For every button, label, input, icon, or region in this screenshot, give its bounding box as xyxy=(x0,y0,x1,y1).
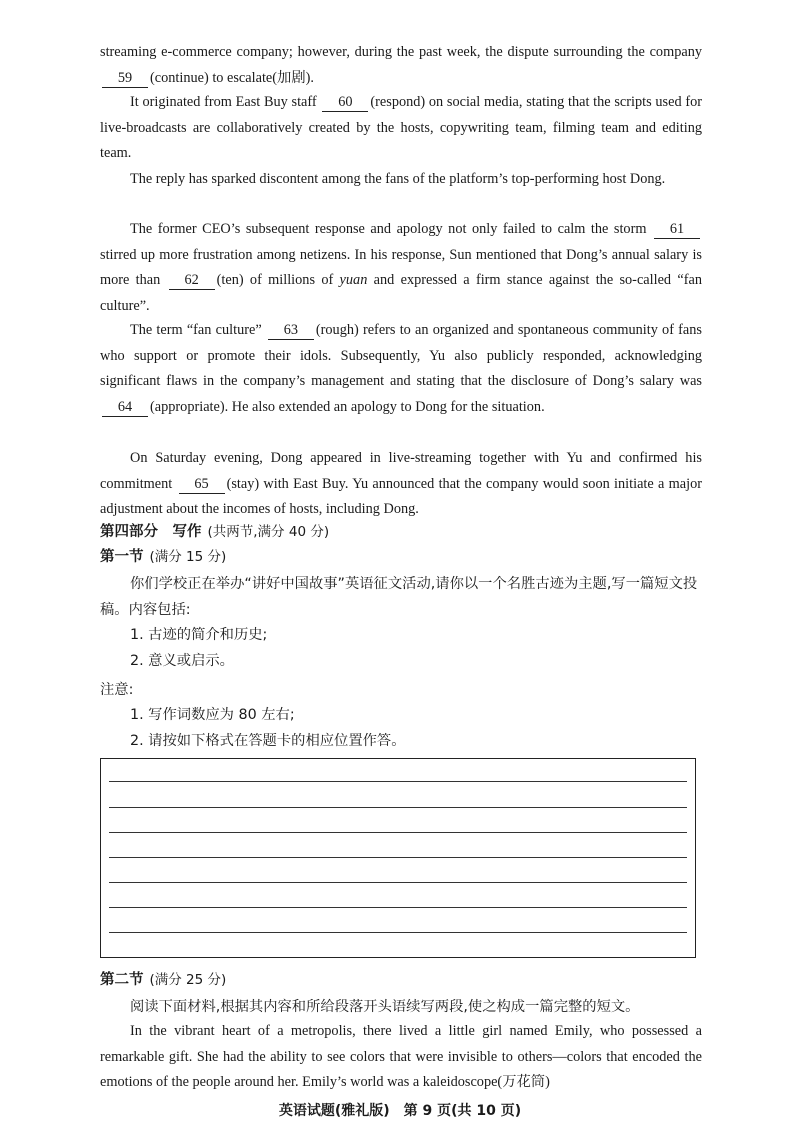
notice-item-1: 1. 写作词数应为 80 左右; xyxy=(130,707,295,723)
blank-59[interactable]: 59 xyxy=(102,69,148,88)
section2-heading: 第二节 (满分 25 分) xyxy=(100,972,227,988)
writing-line xyxy=(109,832,687,833)
blank-61[interactable]: 61 xyxy=(654,220,700,239)
passage-paragraph-1: streaming e-commerce company; however, during the past week, the dispute surrounding the company 59 (continue) to escalate(加剧). xyxy=(100,44,702,86)
section1-prompt: 你们学校正在举办“讲好中国故事”英语征文活动,请你以一个名胜古迹为主题,写一篇短文投稿。内容包括: xyxy=(100,576,698,618)
writing-line xyxy=(109,932,687,933)
writing-line xyxy=(109,907,687,908)
answer-writing-box[interactable] xyxy=(100,758,696,958)
section2-prompt: 阅读下面材料,根据其内容和所给段落开头语续写两段,使之构成一篇完整的短文。 xyxy=(130,999,640,1015)
writing-line xyxy=(109,882,687,883)
section1-item-2: 2. 意义或启示。 xyxy=(130,653,234,669)
passage-paragraph-5: The term “fan culture” 63 (rough) refers to an organized and spontaneous community of fans who support or promote their idols. Subsequently, Yu also publicly responded, acknowledging significant flaws in the company’s management and stating that the disclosure of Dong’s salary was 64 (appropriate). He also extended an apology to Dong for the situation. xyxy=(100,322,702,415)
notice-label: 注意: xyxy=(100,682,134,698)
passage-paragraph-4: The former CEO’s subsequent response and apology not only failed to calm the storm 61 stirred up more frustration among netizens. In his response, Sun mentioned that Dong’s annual salary is more than 62 (ten) of millions of yuan and expressed a firm stance against the so-called “fan culture”. xyxy=(100,221,702,314)
section1-item-1: 1. 古迹的简介和历史; xyxy=(130,627,268,643)
passage-paragraph-2: It originated from East Buy staff 60 (respond) on social media, stating that the scripts used for live-broadcasts are collaboratively created by the hosts, copywriting team, filming team and editing team. xyxy=(100,94,703,161)
section2-story-text: In the vibrant heart of a metropolis, there lived a little girl named Emily, who possessed a remarkable gift. She had the ability to see colors that were invisible to others—colors that encoded the emotions of the people around her. Emily’s world was a kaleidoscope(万花筒) xyxy=(100,1023,702,1090)
writing-line xyxy=(109,807,687,808)
blank-65[interactable]: 65 xyxy=(179,475,225,494)
blank-62[interactable]: 62 xyxy=(169,271,215,290)
writing-line xyxy=(109,781,687,782)
notice-item-2: 2. 请按如下格式在答题卡的相应位置作答。 xyxy=(130,733,406,749)
passage-paragraph-3: The reply has sparked discontent among the fans of the platform’s top-performing host Dong. xyxy=(130,171,666,187)
blank-60[interactable]: 60 xyxy=(322,93,368,112)
page-footer: 英语试题(雅礼版) 第 9 页(共 10 页) xyxy=(278,1103,522,1119)
part4-heading: 第四部分 写作 (共两节,满分 40 分) xyxy=(100,524,330,540)
section1-heading: 第一节 (满分 15 分) xyxy=(100,549,227,565)
writing-line xyxy=(109,857,687,858)
blank-63[interactable]: 63 xyxy=(268,321,314,340)
blank-64[interactable]: 64 xyxy=(102,398,148,417)
passage-paragraph-6: On Saturday evening, Dong appeared in live-streaming together with Yu and confirmed his commitment 65 (stay) with East Buy. Yu announced that the company would soon initiate a major adjustment about the incomes of hosts, including Dong. xyxy=(100,450,702,517)
